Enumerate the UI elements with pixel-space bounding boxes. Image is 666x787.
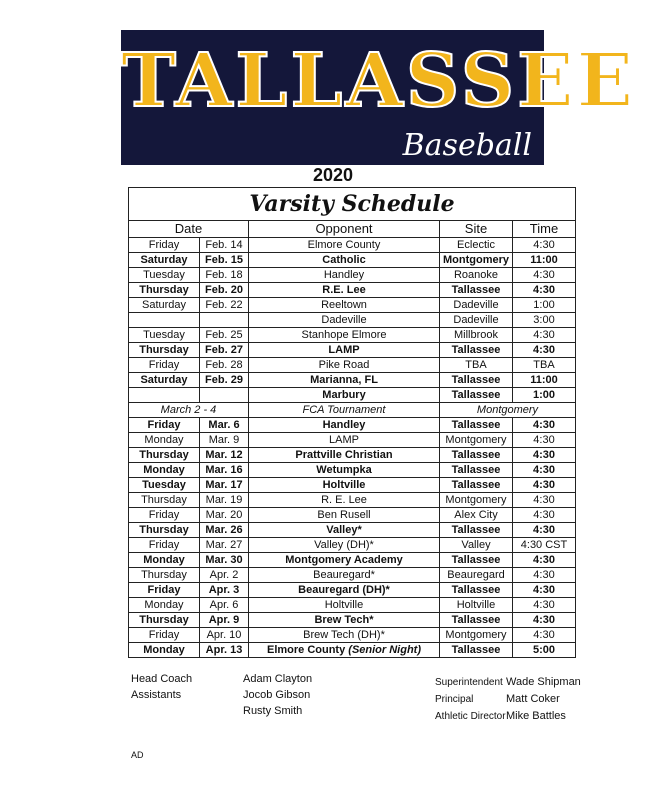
opponent-name: Handley <box>323 269 365 281</box>
tournament-dates: March 2 - 4 <box>129 403 249 418</box>
header-site: Site <box>440 221 513 238</box>
game-day: Friday <box>129 583 200 598</box>
game-opponent <box>249 253 440 268</box>
tournament-site: Montgomery <box>440 403 576 418</box>
game-time: 4:30 <box>513 523 576 538</box>
game-time: 4:30 <box>513 553 576 568</box>
game-opponent <box>249 268 440 283</box>
game-date: Apr. 6 <box>200 598 249 613</box>
game-site: Tallassee <box>440 463 513 478</box>
game-site: Tallassee <box>440 373 513 388</box>
game-day: Thursday <box>129 568 200 583</box>
schedule-row <box>129 538 576 553</box>
schedule-row <box>129 343 576 358</box>
team-banner <box>121 30 636 165</box>
game-opponent <box>249 448 440 463</box>
game-date: Feb. 18 <box>200 268 249 283</box>
game-time: 4:30 <box>513 238 576 253</box>
game-opponent <box>249 463 440 478</box>
coach-name: Jocob Gibson <box>243 689 311 701</box>
game-opponent <box>249 328 440 343</box>
ad-label: Athletic Director <box>435 711 506 722</box>
game-day: Tuesday <box>129 328 200 343</box>
game-time: 4:30 <box>513 418 576 433</box>
schedule-row <box>129 463 576 478</box>
opponent-name: Prattville Christian <box>295 449 393 461</box>
opponent-name: R.E. Lee <box>322 284 366 296</box>
game-time: 3:00 <box>513 313 576 328</box>
schedule-row <box>129 553 576 568</box>
game-site: Dadeville <box>440 298 513 313</box>
opponent-name: Wetumpka <box>316 464 372 476</box>
schedule-row <box>129 448 576 463</box>
header-opponent: Opponent <box>249 221 440 238</box>
game-date: Mar. 17 <box>200 478 249 493</box>
opponent-name: Catholic <box>322 254 366 266</box>
game-opponent <box>249 313 440 328</box>
game-day: Tuesday <box>129 268 200 283</box>
game-site: Tallassee <box>440 343 513 358</box>
game-time: 4:30 <box>513 628 576 643</box>
opponent-name: Brew Tech (DH)* <box>303 629 385 641</box>
opponent-name: Valley (DH)* <box>314 539 374 551</box>
game-time: 4:30 <box>513 478 576 493</box>
game-day: Thursday <box>129 343 200 358</box>
game-site: Montgomery <box>440 628 513 643</box>
game-site: Eclectic <box>440 238 513 253</box>
game-time: 4:30 <box>513 283 576 298</box>
game-opponent <box>249 568 440 583</box>
game-site: Tallassee <box>440 523 513 538</box>
admin-labels <box>435 674 506 725</box>
opponent-name: Pike Road <box>318 359 370 371</box>
game-site: Montgomery <box>440 433 513 448</box>
game-site: Montgomery <box>440 253 513 268</box>
game-time: 4:30 <box>513 613 576 628</box>
header-date: Date <box>129 221 249 238</box>
game-opponent <box>249 538 440 553</box>
game-time: 4:30 <box>513 568 576 583</box>
schedule-row <box>129 328 576 343</box>
game-site: Millbrook <box>440 328 513 343</box>
game-site: Tallassee <box>440 478 513 493</box>
principal-name: Matt Coker <box>506 693 560 705</box>
game-day: Monday <box>129 643 200 658</box>
season-year: 2020 <box>312 165 354 185</box>
game-opponent <box>249 358 440 373</box>
game-opponent <box>249 433 440 448</box>
game-site: TBA <box>440 358 513 373</box>
game-time: 4:30 <box>513 598 576 613</box>
opponent-name: Holtville <box>324 599 364 611</box>
opponent-name: R. E. Lee <box>321 494 367 506</box>
game-date: Apr. 10 <box>200 628 249 643</box>
opponent-name: Reeltown <box>321 299 367 311</box>
header-time: Time <box>513 221 576 238</box>
game-time: 4:30 <box>513 448 576 463</box>
game-site: Beauregard <box>440 568 513 583</box>
opponent-name: Valley* <box>326 524 362 536</box>
opponent-name: Marbury <box>322 389 366 401</box>
game-site: Tallassee <box>440 418 513 433</box>
superintendent-name: Wade Shipman <box>506 676 581 688</box>
game-date: Mar. 20 <box>200 508 249 523</box>
game-date: Feb. 15 <box>200 253 249 268</box>
game-date: Mar. 12 <box>200 448 249 463</box>
game-opponent <box>249 613 440 628</box>
game-time: 1:00 <box>513 388 576 403</box>
game-opponent <box>249 238 440 253</box>
game-date: Feb. 25 <box>200 328 249 343</box>
opponent-name: LAMP <box>329 434 359 446</box>
schedule-row <box>129 628 576 643</box>
schedule-row <box>129 313 576 328</box>
athletic-director-name: Mike Battles <box>506 710 566 722</box>
coach-labels <box>131 671 192 703</box>
game-opponent <box>249 553 440 568</box>
tournament-row <box>129 403 576 418</box>
admin-names <box>506 674 581 725</box>
schedule-row <box>129 388 576 403</box>
schedule-row <box>129 523 576 538</box>
game-time: 5:00 <box>513 643 576 658</box>
game-time: 1:00 <box>513 298 576 313</box>
game-date: Mar. 9 <box>200 433 249 448</box>
game-opponent <box>249 478 440 493</box>
opponent-name: Elmore County <box>307 239 381 251</box>
coach-name: Adam Clayton <box>243 673 313 685</box>
coach-name: Rusty Smith <box>243 705 303 717</box>
banner-title: TALLASSEE <box>121 38 636 124</box>
tournament-name: FCA Tournament <box>249 403 440 418</box>
principal-label: Principal <box>435 694 474 705</box>
coach-names <box>243 671 312 719</box>
game-site: Holtville <box>440 598 513 613</box>
schedule-row <box>129 478 576 493</box>
game-opponent <box>249 418 440 433</box>
game-opponent <box>249 373 440 388</box>
opponent-name: Beauregard* <box>313 569 375 581</box>
footer-initials: AD <box>131 750 144 760</box>
game-day: Saturday <box>129 373 200 388</box>
head-coach-label: Head Coach <box>131 673 193 685</box>
schedule-row <box>129 613 576 628</box>
game-opponent <box>249 298 440 313</box>
game-site: Dadeville <box>440 313 513 328</box>
game-day: Friday <box>129 418 200 433</box>
game-time: 4:30 <box>513 583 576 598</box>
opponent-name: Dadeville <box>321 314 367 326</box>
game-time: 4:30 CST <box>513 538 576 553</box>
game-time: 11:00 <box>513 253 576 268</box>
game-date <box>200 313 249 328</box>
game-day: Thursday <box>129 283 200 298</box>
game-time: 4:30 <box>513 493 576 508</box>
game-date: Feb. 22 <box>200 298 249 313</box>
game-date: Mar. 6 <box>200 418 249 433</box>
game-date: Feb. 14 <box>200 238 249 253</box>
opponent-name: Brew Tech* <box>314 614 374 626</box>
opponent-name: Holtville <box>322 479 366 491</box>
game-day: Thursday <box>129 613 200 628</box>
schedule-row <box>129 643 576 658</box>
game-day: Saturday <box>129 253 200 268</box>
schedule-row <box>129 508 576 523</box>
game-site: Roanoke <box>440 268 513 283</box>
game-day: Friday <box>129 358 200 373</box>
game-date: Apr. 2 <box>200 568 249 583</box>
game-day: Friday <box>129 238 200 253</box>
game-day: Thursday <box>129 523 200 538</box>
opponent-name: Marianna, FL <box>310 374 378 386</box>
game-day: Friday <box>129 538 200 553</box>
schedule-row <box>129 493 576 508</box>
game-time: 11:00 <box>513 373 576 388</box>
game-date <box>200 388 249 403</box>
game-site: Tallassee <box>440 448 513 463</box>
schedule-row <box>129 238 576 253</box>
game-day: Thursday <box>129 448 200 463</box>
game-opponent <box>249 283 440 298</box>
game-opponent <box>249 343 440 358</box>
game-opponent <box>249 643 440 658</box>
game-day: Saturday <box>129 298 200 313</box>
game-site: Tallassee <box>440 643 513 658</box>
game-date: Mar. 26 <box>200 523 249 538</box>
opponent-name: Handley <box>322 419 366 431</box>
schedule-row <box>129 268 576 283</box>
game-site: Valley <box>440 538 513 553</box>
game-site: Montgomery <box>440 493 513 508</box>
game-day: Monday <box>129 433 200 448</box>
opponent-name: Elmore County <box>266 644 346 656</box>
opponent-name: Stanhope Elmore <box>301 329 387 341</box>
game-date: Apr. 13 <box>200 643 249 658</box>
game-day: Monday <box>129 598 200 613</box>
game-date: Feb. 20 <box>200 283 249 298</box>
game-day: Friday <box>129 628 200 643</box>
schedule-row <box>129 253 576 268</box>
opponent-name: Ben Rusell <box>317 509 371 521</box>
game-site: Tallassee <box>440 553 513 568</box>
game-time: 4:30 <box>513 508 576 523</box>
schedule-row <box>129 568 576 583</box>
game-opponent <box>249 628 440 643</box>
game-opponent <box>249 388 440 403</box>
game-date: Mar. 27 <box>200 538 249 553</box>
game-site: Tallassee <box>440 388 513 403</box>
game-date: Feb. 28 <box>200 358 249 373</box>
game-site: Tallassee <box>440 613 513 628</box>
game-time: 4:30 <box>513 463 576 478</box>
schedule-row <box>129 598 576 613</box>
assistants-label: Assistants <box>131 689 182 701</box>
game-date: Feb. 29 <box>200 373 249 388</box>
game-time: 4:30 <box>513 328 576 343</box>
game-date: Mar. 16 <box>200 463 249 478</box>
header-row <box>129 221 576 238</box>
game-time: 4:30 <box>513 268 576 283</box>
game-opponent <box>249 493 440 508</box>
schedule-row <box>129 433 576 448</box>
game-day <box>129 313 200 328</box>
game-day: Thursday <box>129 493 200 508</box>
game-time: 4:30 <box>513 433 576 448</box>
banner-subtitle: Baseball <box>402 128 532 163</box>
opponent-name: LAMP <box>328 344 360 356</box>
game-opponent <box>249 598 440 613</box>
opponent-name: Beauregard (DH)* <box>298 584 390 596</box>
game-date: Apr. 3 <box>200 583 249 598</box>
schedule-row <box>129 583 576 598</box>
schedule-row <box>129 373 576 388</box>
schedule-row <box>129 358 576 373</box>
game-date: Apr. 9 <box>200 613 249 628</box>
schedule-table <box>128 187 576 658</box>
schedule-row <box>129 298 576 313</box>
game-day <box>129 388 200 403</box>
game-day: Monday <box>129 553 200 568</box>
schedule-title: Varsity Schedule <box>129 188 576 221</box>
game-site: Alex City <box>440 508 513 523</box>
opponent-name: Montgomery Academy <box>285 554 403 566</box>
game-site: Tallassee <box>440 583 513 598</box>
schedule-row <box>129 418 576 433</box>
schedule-row <box>129 283 576 298</box>
game-site: Tallassee <box>440 283 513 298</box>
opponent-note: (Senior Night) <box>348 644 421 656</box>
game-opponent <box>249 508 440 523</box>
game-day: Friday <box>129 508 200 523</box>
game-day: Tuesday <box>129 478 200 493</box>
game-opponent <box>249 583 440 598</box>
superintendent-label: Superintendent <box>435 677 503 688</box>
game-date: Mar. 30 <box>200 553 249 568</box>
game-time: TBA <box>513 358 576 373</box>
game-date: Mar. 19 <box>200 493 249 508</box>
game-day: Monday <box>129 463 200 478</box>
game-date: Feb. 27 <box>200 343 249 358</box>
game-time: 4:30 <box>513 343 576 358</box>
game-opponent <box>249 523 440 538</box>
